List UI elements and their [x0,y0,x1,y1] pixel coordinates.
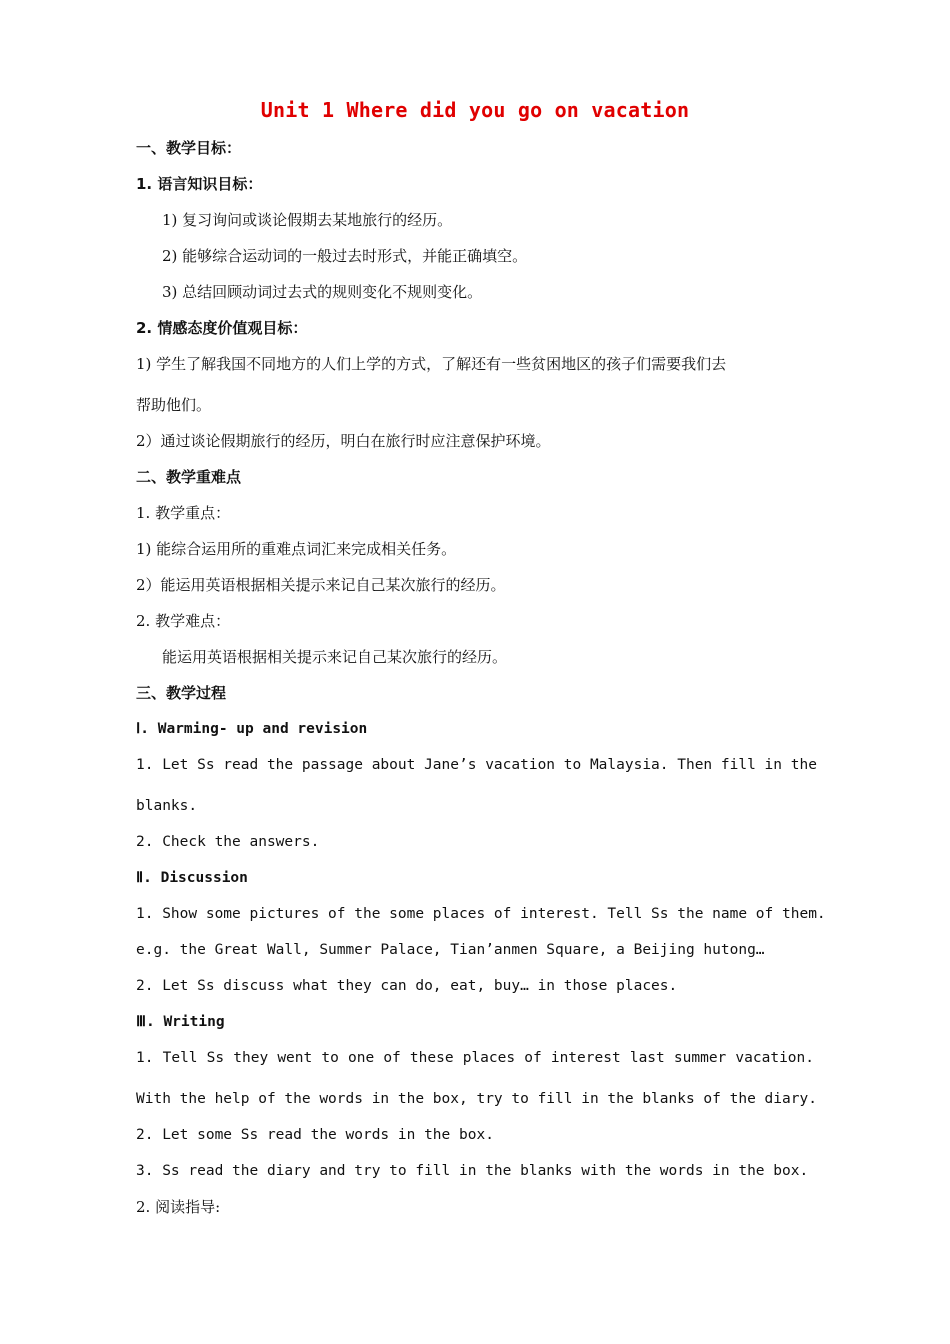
list-item: 1) 能综合运用所的重难点词汇来完成相关任务。 [136,540,457,558]
list-item: 2. Let some Ss read the words in the box. [136,1127,494,1143]
paragraph-line: 帮助他们。 [136,396,212,414]
list-item: 能运用英语根据相关提示来记自己某次旅行的经历。 [162,648,508,666]
part-heading: Ⅱ. Discussion [136,870,248,886]
list-item: 2）通过谈论假期旅行的经历，明白在旅行时应注意保护环境。 [136,432,551,450]
list-item: 2. Let Ss discuss what they can do, eat, buy… in those places. [136,978,678,994]
paragraph-line: 1. Tell Ss they went to one of these places of interest last summer vacation. [136,1050,814,1066]
list-item: 3. Ss read the diary and try to fill in the blanks with the words in the box. [136,1163,809,1179]
part-heading: Ⅰ. Warming- up and revision [136,721,368,737]
list-item: 3) 总结回顾动词过去式的规则变化不规则变化。 [162,283,483,301]
page-title: Unit 1 Where did you go on vacation [260,98,690,122]
section-heading: 二、教学重难点 [136,468,242,486]
part-heading: Ⅲ. Writing [136,1014,225,1030]
subsection-heading: 2. 情感态度价值观目标： [136,319,308,337]
list-item: 2）能运用英语根据相关提示来记自己某次旅行的经历。 [136,576,506,594]
subsection-heading: 2. 教学难点： [136,612,231,630]
example-line: e.g. the Great Wall, Summer Palace, Tian’anmen Square, a Beijing hutong… [136,942,765,958]
subsection-heading: 1. 语言知识目标： [136,175,263,193]
list-item: 1) 复习询问或谈论假期去某地旅行的经历。 [162,211,453,229]
section-heading: 一、教学目标： [136,139,242,157]
list-item: 2. Check the answers. [136,834,320,850]
section-heading: 三、教学过程 [136,684,227,702]
list-item: 2) 能够综合运动词的一般过去时形式，并能正确填空。 [162,247,528,265]
paragraph-line: 1) 学生了解我国不同地方的人们上学的方式，了解还有一些贫困地区的孩子们需要我们去 [136,355,727,373]
subsection-heading: 1. 教学重点： [136,504,231,522]
paragraph-line: blanks. [136,798,198,814]
list-item: 1. Show some pictures of the some places of interest. Tell Ss the name of them. [136,906,826,922]
paragraph-line: 1. Let Ss read the passage about Jane’s vacation to Malaysia. Then fill in the [136,757,817,773]
list-item: 2. 阅读指导: [136,1198,221,1216]
paragraph-line: With the help of the words in the box, try to fill in the blanks of the diary. [136,1091,817,1107]
